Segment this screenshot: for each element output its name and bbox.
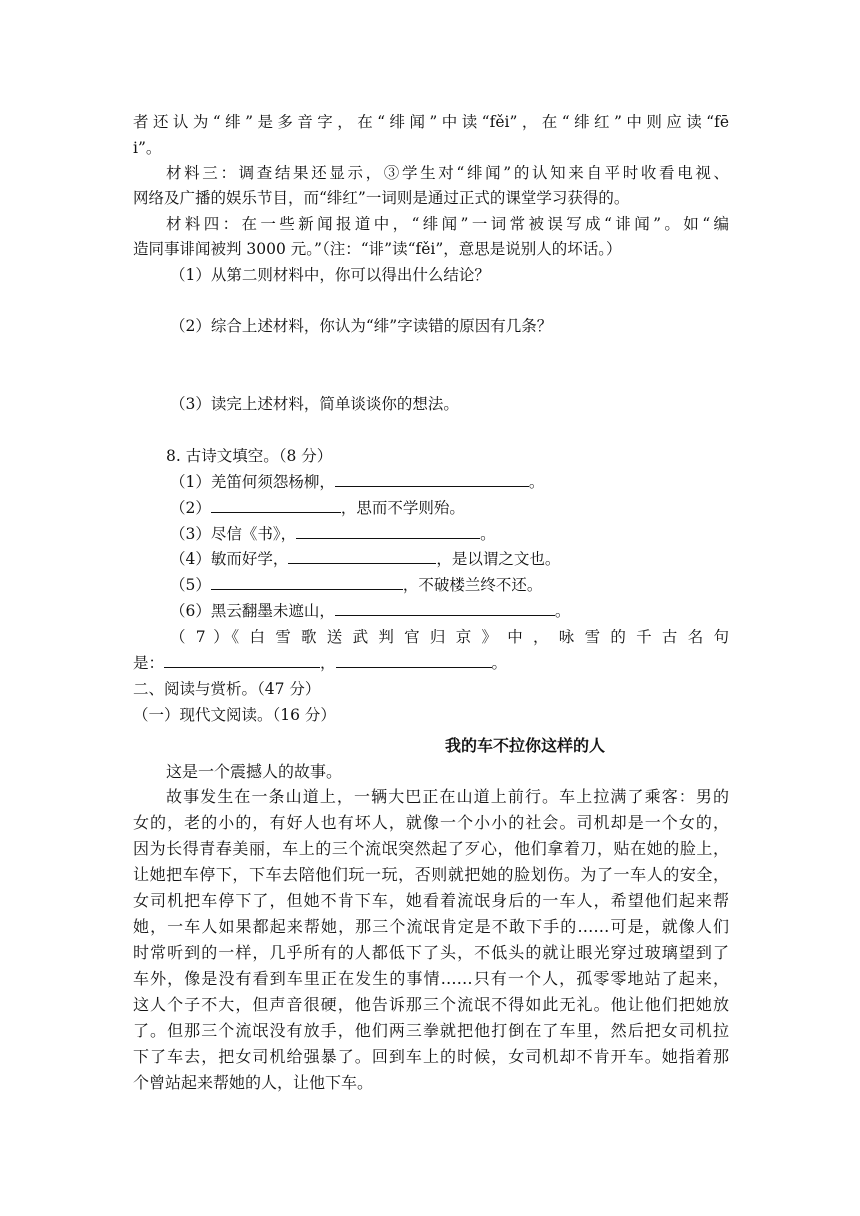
story-line: 让她把车停下，下车去陪他们玩一玩，否则就把她的脸划伤。为了一车人的安全，	[133, 865, 729, 884]
q8-item-1	[170, 472, 544, 492]
story-line: 下了车去，把女司机给强暴了。回到车上的时候，女司机却不肯开车。她指着那	[133, 1047, 729, 1066]
story-line: 故事发生在一条山道上，一辆大巴正在山道上前行。车上拉满了乘客：男的	[166, 787, 729, 806]
q8-item-3	[170, 524, 496, 544]
answer-blank[interactable]	[211, 575, 403, 590]
question-1: （1）从第二则材料中，你可以得出什么结论？	[170, 266, 490, 284]
story-line: 个曾站起来帮她的人，让他下车。	[133, 1073, 374, 1092]
material3-line-2: 网络及广播的娱乐节目，而“绯红”一词则是通过正式的课堂学习获得的。	[133, 189, 630, 207]
story-line: 车外，像是没有看到车里正在发生的事情……只有一个人，孤零零地站了起来，	[133, 969, 729, 988]
answer-blank[interactable]	[288, 549, 436, 564]
q8-item-7-line-1: （ 7 ）《 白 雪 歌 送 武 判 官 归 京 》 中 ， 咏 雪 的 千 古 名 句	[170, 628, 729, 646]
q8-item-2-pre: （2）	[170, 499, 211, 517]
q8-item-4-pre: （4）敏而好学，	[170, 550, 289, 568]
story-line: 这人个子不大，但声音很硬，他告诉那三个流氓不得如此无礼。他让他们把她放	[133, 995, 729, 1014]
q8-item-7-line-2	[133, 653, 507, 673]
material4-line-2: 造同事诽闻被判 3000 元。”（注：“诽”读“fěi”，意思是说别人的坏话。）	[133, 240, 622, 258]
q8-item-7-post: 。	[491, 654, 508, 672]
q8-item-6-pre: （6）黑云翻墨未遮山，	[170, 602, 335, 620]
section2-subheading: （一）现代文阅读。（16 分）	[133, 706, 336, 724]
story-line: 了。但那三个流氓没有放手，他们两三拳就把他打倒在了车里，然后把女司机拉	[133, 1021, 729, 1040]
q8-item-1-post: 。	[528, 473, 545, 491]
material2-line-1: 者还认为“绯”是多音字，在“绯闻”中读“fěi”，在“绯红”中则应读“fē	[133, 113, 729, 131]
q8-item-2	[170, 498, 465, 518]
q8-heading: 8. 古诗文填空。（8 分）	[166, 447, 333, 465]
q8-item-6-post: 。	[554, 602, 571, 620]
answer-blank[interactable]	[335, 472, 529, 487]
story-intro: 这是一个震撼人的故事。	[166, 762, 343, 781]
q8-item-7-mid: ，	[320, 654, 336, 672]
answer-blank[interactable]	[336, 653, 492, 668]
q8-item-2-post: ，思而不学则殆。	[340, 499, 465, 517]
q8-item-7-pre: 是：	[133, 654, 165, 672]
question-3: （3）读完上述材料，简单谈谈你的想法。	[170, 395, 459, 413]
q8-item-5-pre: （5）	[170, 576, 211, 594]
q8-item-4	[170, 549, 560, 569]
q8-item-3-pre: （3）尽信《书》，	[170, 525, 297, 543]
story-line: 她，一车人如果都起来帮她，那三个流氓肯定是不敢下手的……可是，就像人们	[133, 917, 729, 936]
story-line: 时常听到的一样，几乎所有的人都低下了头，不低头的就让眼光穿过玻璃望到了	[133, 943, 729, 962]
question-2: （2）综合上述材料，你认为“绯”字读错的原因有几条？	[170, 317, 553, 335]
q8-item-6	[170, 601, 570, 621]
q8-item-5	[170, 575, 542, 595]
story-line: 女的，老的小的，有好人也有坏人，就像一个小小的社会。司机却是一个女的，	[133, 813, 729, 832]
material2-line-2: i”。	[133, 139, 162, 157]
story-line: 因为长得青春美丽，车上的三个流氓突然起了歹心，他们拿着刀，贴在她的脸上，	[133, 839, 729, 858]
answer-blank[interactable]	[335, 601, 555, 616]
section2-heading: 二、阅读与赏析。（47 分）	[133, 680, 321, 698]
story-title: 我的车不拉你这样的人	[445, 736, 606, 755]
answer-blank[interactable]	[164, 653, 320, 668]
story-line: 女司机把车停下了，但她不肯下车，她看着流氓身后的一车人，希望他们起来帮	[133, 891, 729, 910]
material4-line-1: 材料四：在一些新闻报道中，“绯闻”一词常被误写成“诽闻”。如“编	[166, 215, 729, 233]
q8-item-3-post: 。	[480, 525, 496, 543]
q8-item-5-post: ，不破楼兰终不还。	[402, 576, 543, 594]
q8-item-1-pre: （1）羌笛何须怨杨柳，	[170, 473, 335, 491]
answer-blank[interactable]	[296, 524, 480, 539]
q8-item-4-post: ，是以谓之文也。	[436, 550, 561, 568]
answer-blank[interactable]	[211, 498, 341, 513]
material3-line-1: 材料三：调查结果还显示，③学生对“绯闻”的认知来自平时收看电视、	[166, 164, 729, 182]
